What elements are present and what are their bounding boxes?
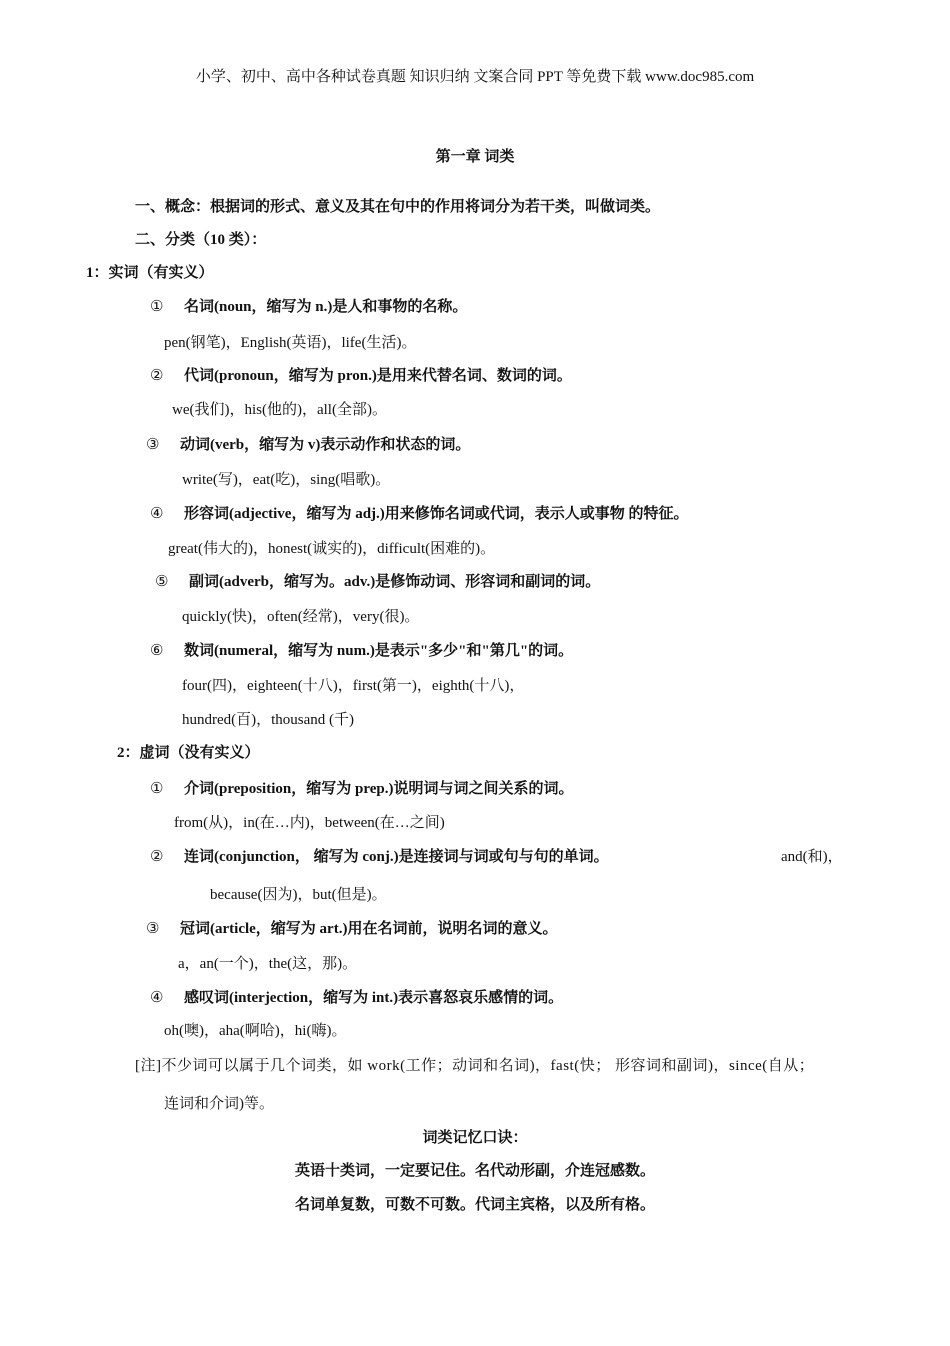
- verb-definition: [146, 435, 470, 455]
- item-number: ②: [150, 849, 164, 865]
- preposition-definition: [150, 779, 573, 799]
- preposition-examples: from(从)，in(在…内)，between(在…之间): [174, 815, 445, 831]
- definition-text: 形容词(adjective，缩写为 adj.)用来修饰名词或代词，表示人或事物 的特征。: [184, 506, 689, 522]
- item-number: ③: [146, 437, 160, 453]
- item-number: ③: [146, 921, 160, 937]
- definition-text: 名词(noun，缩写为 n.)是人和事物的名称。: [184, 299, 468, 315]
- numeral-examples-cont: hundred(百)，thousand (千): [182, 712, 355, 728]
- definition-text: 数词(numeral，缩写为 num.)是表示"多少"和"第几"的词。: [184, 643, 574, 659]
- verb-examples: write(写)，eat(吃)，sing(唱歌)。: [182, 472, 391, 488]
- chapter-title: 第一章 词类: [435, 149, 515, 165]
- article-examples: a，an(一个)，the(这，那)。: [178, 956, 358, 972]
- adjective-definition: [150, 504, 689, 524]
- noun-definition: [150, 297, 467, 317]
- item-number: ④: [150, 990, 164, 1006]
- numeral-definition: [150, 641, 573, 661]
- pronoun-definition: [150, 366, 572, 386]
- page-header: 小学、初中、高中各种试卷真题 知识归纳 文案合同 PPT 等免费下载 www.doc985.com: [195, 69, 755, 85]
- definition-text: 感叹词(interjection，缩写为 int.)表示喜怒哀乐感情的词。: [184, 990, 564, 1006]
- classification-line: 二、分类（10 类）：: [135, 232, 267, 248]
- item-number: ④: [150, 506, 164, 522]
- item-number: ⑤: [155, 574, 169, 590]
- adverb-definition: [155, 572, 600, 592]
- mnemonic-title: 词类记忆口诀：: [422, 1130, 528, 1146]
- definition-text: 介词(preposition，缩写为 prep.)说明词与词之间关系的词。: [184, 781, 574, 797]
- pronoun-examples: we(我们)，his(他的)，all(全部)。: [172, 402, 387, 418]
- definition-text: 副词(adverb，缩写为。adv.)是修饰动词、形容词和副词的词。: [189, 574, 601, 590]
- section2-heading: 2：虚词（没有实义）: [117, 745, 260, 761]
- article-definition: [146, 919, 557, 939]
- note-line-cont: 连词和介词)等。: [164, 1096, 274, 1112]
- adjective-examples: great(伟大的)，honest(诚实的)，difficult(困难的)。: [168, 541, 496, 557]
- conjunction-trailing-example: and(和)，: [781, 849, 843, 865]
- item-number: ②: [150, 368, 164, 384]
- item-number: ⑥: [150, 643, 164, 659]
- noun-examples: pen(钢笔)，English(英语)，life(生活)。: [164, 335, 417, 351]
- item-number: ①: [150, 781, 164, 797]
- interjection-examples: oh(噢)，aha(啊哈)，hi(嗨)。: [164, 1023, 347, 1039]
- mnemonic-line: 英语十类词，一定要记住。名代动形副，介连冠感数。: [294, 1163, 655, 1179]
- definition-text: 连词(conjunction， 缩写为 conj.)是连接词与词或句与句的单词。: [184, 849, 609, 865]
- interjection-definition: [150, 988, 563, 1008]
- concept-line: 一、概念：根据词的形式、意义及其在句中的作用将词分为若干类，叫做词类。: [135, 199, 661, 215]
- mnemonic-line: 名词单复数，可数不可数。代词主宾格，以及所有格。: [294, 1197, 655, 1213]
- section1-heading: 1：实词（有实义）: [86, 265, 214, 281]
- item-number: ①: [150, 299, 164, 315]
- definition-text: 代词(pronoun，缩写为 pron.)是用来代替名词、数词的词。: [184, 368, 572, 384]
- note-line: [注]不少词可以属于几个词类，如 work(工作；动词和名词)，fast(快； 形容词和副词)，since(自从；: [135, 1058, 815, 1074]
- conjunction-examples: because(因为)，but(但是)。: [210, 887, 387, 903]
- numeral-examples: four(四)，eighteen(十八)，first(第一)，eighth(十八)，: [182, 678, 525, 694]
- conjunction-definition: [150, 847, 609, 867]
- definition-text: 动词(verb，缩写为 v)表示动作和状态的词。: [180, 437, 471, 453]
- definition-text: 冠词(article，缩写为 art.)用在名词前，说明名词的意义。: [180, 921, 558, 937]
- adverb-examples: quickly(快)，often(经常)，very(很)。: [182, 609, 420, 625]
